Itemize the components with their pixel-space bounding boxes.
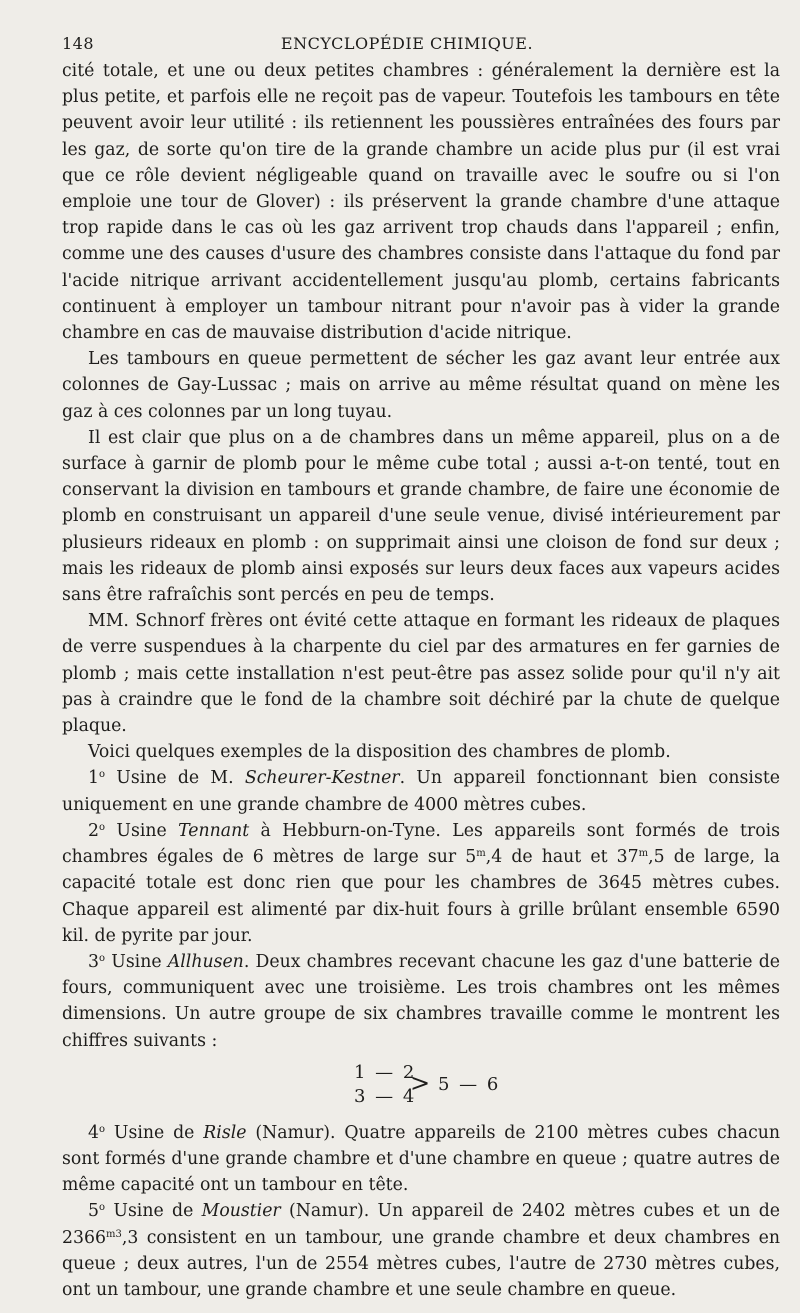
- ordinal-superscript: o: [99, 1202, 106, 1214]
- paragraph: cité totale, et une ou deux petites chambres : généralement la dernière est la plus petite, et parfois elle ne reçoit pas de vapeur. Toutefois les tambours en tête peuvent avoir leur utilité : ils retiennent les poussières entraînées des fours par les gaz, de sorte qu'on tire de la grande chambre un acide plus pur (il est vrai que ce rôle devient négligeable quand on travaille avec le soufre ou si l'on emploie une tour de Glover) : ils préservent la grande chambre d'une attaque trop rapide dans le cas où les gaz arrivent trop chauds dans l'appareil ; enfin, comme une des causes d'usure des chambres consiste dans l'attaque du fond par l'acide nitrique arrivant accidentellement jusqu'au plomb, certains fabricants continuent à employer un tambour nitrant pour n'avoir pas à vider la grande chambre en cas de mauvaise distribution d'acide nitrique.: [62, 61, 780, 344]
- formula-line-1: 1 — 2: [354, 1061, 417, 1083]
- formula-result: 5 — 6: [438, 1073, 501, 1095]
- example-text: ,4 de haut et 37: [485, 847, 639, 868]
- page-body: [62, 58, 780, 1303]
- example-text: à Hebburn-on-Tyne. Les appareils sont formés de trois chambres égales de 6 mètres de large sur 5: [62, 820, 780, 868]
- paragraph: Les tambours en queue permettent de sécher les gaz avant leur entrée aux colonnes de Gay-Lussac ; mais on arrive au même résultat quand on mène les gaz à ces colonnes par un long tuyau.: [62, 349, 780, 422]
- ordinal-superscript: o: [99, 769, 106, 781]
- example-text: ,3 consistent en un tambour, une grande chambre et deux chambres en queue ; deux autres, l'un de 2554 mètres cubes, l'autre de 2730 mètres cubes, ont un tambour, une grande chambre et une seule chambre en queue.: [62, 1227, 780, 1300]
- example-text: . Deux chambres recevant chacune les gaz d'une batterie de fours, communiquent avec une troisième. Les trois chambres ont les mêmes dimensions. Un autre groupe de six chambres travaille comme le montrent les chiffres suivants :: [62, 951, 781, 1051]
- example-prefix: Usine: [116, 820, 179, 841]
- example-text: (Namur). Quatre appareils de 2100 mètres cubes chacun sont formés d'une grande chambre et d'une chambre en queue ; quatre autres de même capacité ont un tambour en tête.: [62, 1122, 781, 1196]
- running-title: ENCYCLOPÉDIE CHIMIQUE.: [280, 34, 534, 53]
- factory-name: Scheurer-Kestner: [244, 768, 400, 789]
- example-prefix: Usine: [111, 951, 168, 972]
- ordinal-superscript: o: [99, 1123, 106, 1135]
- factory-name: Risle: [203, 1122, 247, 1143]
- example-prefix: Usine de M.: [116, 768, 245, 789]
- example-ordinal: 3: [88, 951, 99, 972]
- ordinal-superscript: o: [99, 952, 106, 964]
- example-prefix: Usine de: [113, 1122, 204, 1143]
- example-paragraph: [62, 1198, 780, 1303]
- formula-line-2: 3 — 4: [354, 1085, 417, 1107]
- factory-name: Tennant: [178, 820, 250, 841]
- example-text: ,5 de large, la capacité totale est donc rien que pour les chambres de 3645 mètres cubes. Chaque appareil est alimenté par dix-huit fours à grille brûlant ensemble 6590 kil. de pyrite par jour.: [62, 847, 780, 946]
- example-paragraph: [62, 765, 780, 817]
- example-ordinal: 2: [88, 820, 99, 841]
- page-number: 148: [62, 34, 95, 53]
- example-paragraph: [62, 1120, 780, 1199]
- unit-superscript: m3: [105, 1228, 122, 1240]
- example-paragraph: [62, 949, 780, 1054]
- example-ordinal: 5: [88, 1201, 99, 1222]
- factory-name: Allhusen: [167, 951, 244, 972]
- running-header: [62, 34, 752, 58]
- unit-superscript: m: [638, 848, 649, 860]
- unit-superscript: m: [476, 848, 486, 860]
- chamber-layout-formula: [62, 1056, 780, 1118]
- paragraph: Voici quelques exemples de la disposition des chambres de plomb.: [88, 742, 671, 763]
- example-text: . Un appareil fonctionnant bien consiste uniquement en une grande chambre de 4000 mètres cubes.: [62, 768, 780, 815]
- paragraph: MM. Schnorf frères ont évité cette attaque en formant les rideaux de plaques de verre suspendues à la charpente du ciel par des armatures en fer garnies de plomb ; mais cette installation n'est peut-être pas assez solide pour qu'il n'y ait pas à craindre que le fond de la chambre soit déchiré par la chute de quelque plaque.: [62, 611, 780, 737]
- paragraph: Il est clair que plus on a de chambres dans un même appareil, plus on a de surface à garnir de plomb pour le même cube total ; aussi a-t-on tenté, tout en conservant la division en tambours et grande chambre, de faire une économie de plomb en construisant un appareil d'une seule venue, divisé intérieurement par plusieurs rideaux en plomb : on supprimait ainsi une cloison de fond sur deux ; mais les rideaux de plomb ainsi exposés sur leurs deux faces aux vapeurs acides sans être rafraîchis sont percés en peu de temps.: [62, 427, 780, 606]
- example-prefix: Usine de: [113, 1201, 202, 1222]
- example-paragraph: [62, 818, 780, 949]
- formula-merge-symbol: >: [410, 1068, 431, 1097]
- example-ordinal: 1: [88, 768, 99, 789]
- factory-name: Moustier: [201, 1201, 281, 1222]
- example-ordinal: 4: [88, 1122, 99, 1143]
- example-text: (Namur). Un appareil de 2402 mètres cubes et un de 2366: [62, 1201, 781, 1248]
- ordinal-superscript: o: [99, 821, 106, 833]
